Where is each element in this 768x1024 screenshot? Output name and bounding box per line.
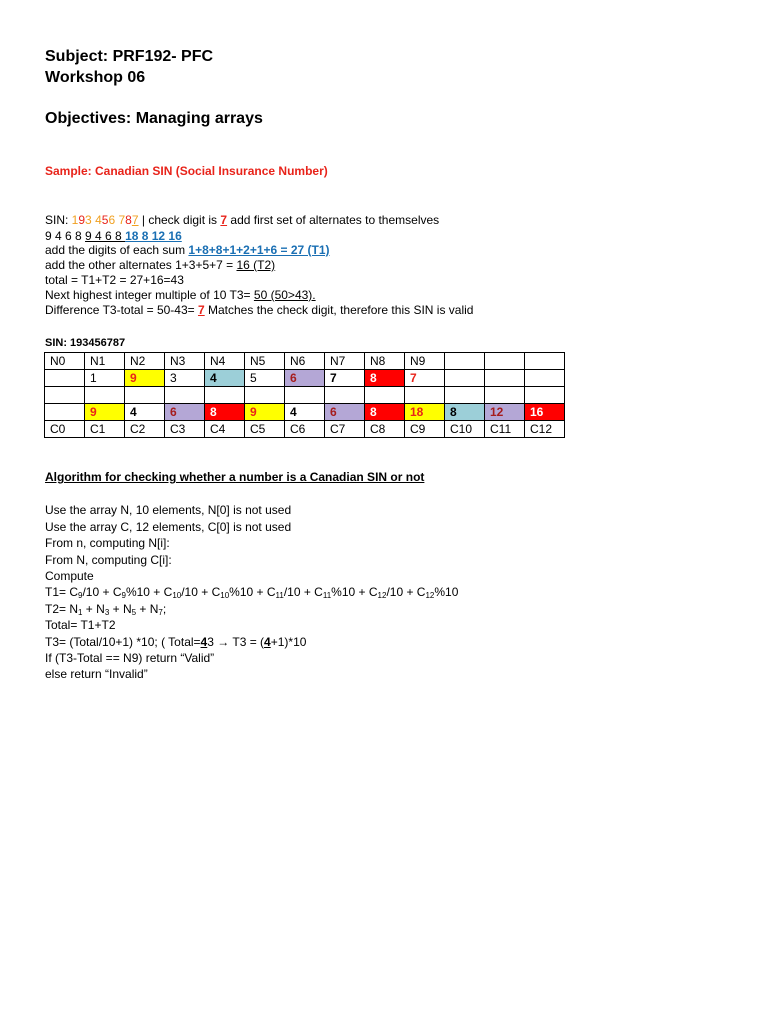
- table-cell: 8: [445, 404, 485, 421]
- table-cell: C6: [285, 421, 325, 438]
- algorithm-line: Use the array N, 10 elements, N[0] is not used: [45, 503, 292, 517]
- table-cell: N5: [245, 353, 285, 370]
- table-cell: [45, 387, 85, 404]
- algorithm-title: Algorithm for checking whether a number is a Canadian SIN or not: [45, 470, 425, 484]
- sin-array-table: [44, 352, 565, 438]
- table-cell: C11: [485, 421, 525, 438]
- table-cell: C1: [85, 421, 125, 438]
- table-cell: [285, 387, 325, 404]
- subject-heading: Subject: PRF192- PFC: [45, 48, 214, 65]
- table-cell: 9: [125, 370, 165, 387]
- table-cell: [445, 387, 485, 404]
- table-cell: [205, 387, 245, 404]
- table-cell: [125, 387, 165, 404]
- sin-explanation-line-4: add the other alternates 1+3+5+7 = 16 (T2): [45, 258, 276, 272]
- table-cell: C0: [45, 421, 85, 438]
- sin-explanation-line-7: Difference T3-total = 50-43= 7 Matches the check digit, therefore this SIN is valid: [45, 303, 474, 317]
- table-cell: C5: [245, 421, 285, 438]
- sin-explanation-line-5: total = T1+T2 = 27+16=43: [45, 273, 184, 287]
- table-cell: 5: [245, 370, 285, 387]
- table-cell: C8: [365, 421, 405, 438]
- table-cell: N7: [325, 353, 365, 370]
- table-cell: [525, 370, 565, 387]
- sin-explanation-line-1: SIN: 193 456 787 | check digit is 7 add first set of alternates to themselves: [45, 213, 440, 227]
- table-cell: 4: [285, 404, 325, 421]
- table-cell: [165, 387, 205, 404]
- table-cell: 8: [365, 404, 405, 421]
- table-row-c-values: [45, 404, 565, 421]
- table-cell: N4: [205, 353, 245, 370]
- table-cell: [445, 370, 485, 387]
- table-cell: [445, 353, 485, 370]
- table-cell: 3: [165, 370, 205, 387]
- table-cell: N0: [45, 353, 85, 370]
- table-cell: C4: [205, 421, 245, 438]
- algorithm-line: Use the array C, 12 elements, C[0] is not used: [45, 520, 292, 534]
- algorithm-line: Total= T1+T2: [45, 618, 116, 632]
- table-cell: N9: [405, 353, 445, 370]
- table-cell: [485, 353, 525, 370]
- table-cell: [45, 404, 85, 421]
- table-cell: N1: [85, 353, 125, 370]
- table-cell: C12: [525, 421, 565, 438]
- table-cell: 9: [245, 404, 285, 421]
- table-cell: 12: [485, 404, 525, 421]
- table-cell: N2: [125, 353, 165, 370]
- algorithm-line: From n, computing N[i]:: [45, 536, 170, 550]
- table-cell: 4: [125, 404, 165, 421]
- sin-explanation-line-6: Next highest integer multiple of 10 T3= 50 (50>43).: [45, 288, 316, 302]
- table-cell: 1: [85, 370, 125, 387]
- table-cell: 9: [85, 404, 125, 421]
- table-cell: 16: [525, 404, 565, 421]
- sin-explanation-line-3: add the digits of each sum 1+8+8+1+2+1+6 = 27 (T1): [45, 243, 330, 257]
- sample-title: Sample: Canadian SIN (Social Insurance Number): [45, 164, 328, 178]
- table-cell: N3: [165, 353, 205, 370]
- sin-label: SIN: 193456787: [45, 337, 126, 349]
- table-cell: 18: [405, 404, 445, 421]
- table-cell: [525, 387, 565, 404]
- table-row-n-values: [45, 370, 565, 387]
- algorithm-line: If (T3-Total == N9) return “Valid”: [45, 651, 215, 665]
- table-cell: [245, 387, 285, 404]
- algorithm-t1-formula: $T1= C_9/10 + C_9\%10 + C_{10}/10 + C_{10}\%10 + C_{11}/10 + C_{11}\%10 + C_{12}/10 + C_{12}\%10$: [45, 585, 459, 600]
- table-cell: [45, 370, 85, 387]
- table-cell: N8: [365, 353, 405, 370]
- table-cell: [365, 387, 405, 404]
- algorithm-line: Compute: [45, 569, 94, 583]
- table-cell: [405, 387, 445, 404]
- table-cell: [525, 353, 565, 370]
- table-cell: 6: [165, 404, 205, 421]
- table-cell: [325, 387, 365, 404]
- algorithm-t3-formula: T3= (Total/10+1) *10; ( Total=43 → T3 = (4+1)*10: [45, 635, 307, 649]
- table-cell: 4: [205, 370, 245, 387]
- algorithm-line: else return “Invalid”: [45, 667, 148, 681]
- table-row-empty: [45, 387, 565, 404]
- table-cell: N6: [285, 353, 325, 370]
- table-cell: 8: [365, 370, 405, 387]
- workshop-heading: Workshop 06: [45, 69, 146, 86]
- table-cell: 7: [325, 370, 365, 387]
- sin-explanation-line-2: 9 4 6 8 9 4 6 8 18 8 12 16: [45, 229, 182, 243]
- algorithm-line: From N, computing C[i]:: [45, 553, 172, 567]
- table-row-c-labels: [45, 421, 565, 438]
- table-cell: [485, 370, 525, 387]
- table-row-n-labels: [45, 353, 565, 370]
- table-cell: 7: [405, 370, 445, 387]
- table-cell: C10: [445, 421, 485, 438]
- table-cell: C7: [325, 421, 365, 438]
- table-cell: 6: [325, 404, 365, 421]
- table-cell: C2: [125, 421, 165, 438]
- algorithm-t2-formula: $T2= N_1 + N_3 + N_5 + N_7$;: [45, 602, 167, 617]
- table-cell: 6: [285, 370, 325, 387]
- table-cell: C3: [165, 421, 205, 438]
- table-cell: [485, 387, 525, 404]
- objectives-heading: Objectives: Managing arrays: [45, 110, 263, 127]
- table-cell: [85, 387, 125, 404]
- table-cell: 8: [205, 404, 245, 421]
- table-cell: C9: [405, 421, 445, 438]
